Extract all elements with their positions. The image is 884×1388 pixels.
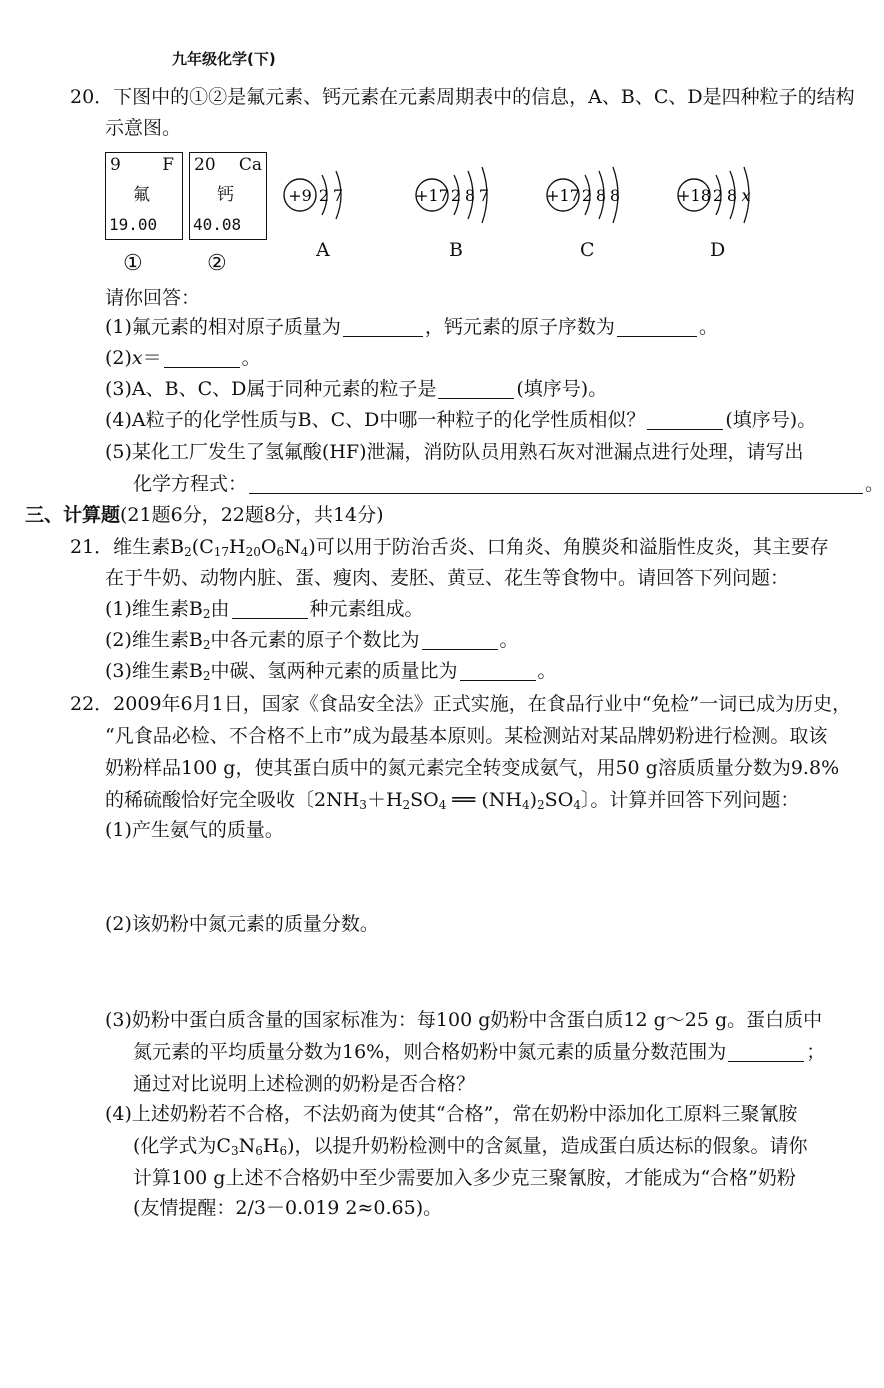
section-score-note: (21题6分，22题8分，共14分) xyxy=(120,504,384,526)
shell-electron-count: 8 xyxy=(595,186,607,205)
section-3-heading xyxy=(25,503,384,527)
q20-part3 xyxy=(105,377,607,401)
atom-structure-diagrams xyxy=(270,155,770,235)
q22-part4-line1: (4)上述奶粉若不合格，不法奶商为使其“合格”，常在奶粉中添加化工原料三聚氰胺 xyxy=(105,1103,798,1125)
q20-part1 xyxy=(105,315,718,339)
element-symbol: F xyxy=(162,155,174,175)
q22-stem-line3: 奶粉样品100 g，使其蛋白质中的氮元素完全转变成氨气，用50 g溶质质量分数为9.8% xyxy=(105,757,840,779)
atomic-mass: 40.08 xyxy=(193,215,242,234)
shell-electron-count: 2 xyxy=(450,186,462,205)
element-name: 钙 xyxy=(217,185,234,205)
box-tag-1: ① xyxy=(123,251,143,276)
q20-p5-text: 化学方程式： xyxy=(133,473,248,495)
atom-label-c: C xyxy=(580,239,595,261)
answer-blank[interactable] xyxy=(438,379,514,399)
element-symbol: Ca xyxy=(238,155,262,175)
shell-electron-count: 2 xyxy=(581,186,593,205)
atomic-mass: 19.00 xyxy=(109,215,158,234)
answer-blank[interactable] xyxy=(164,348,240,368)
element-box-calcium xyxy=(189,152,267,240)
answer-blank[interactable] xyxy=(232,599,308,619)
q22-part4-line3: 计算100 g上述不合格奶中至少需要加入多少克三聚氰胺，才能成为“合格”奶粉 xyxy=(133,1167,796,1189)
page-header: 九年级化学(下) xyxy=(172,50,276,68)
q20-p3-text-b: (填序号)。 xyxy=(516,378,608,400)
q21-stem-line1: 21．维生素$B_2(C_{17}H_{20}O_6N_4)$可以用于防治舌炎、口角炎、角膜炎和溢脂性皮炎，其主要存 xyxy=(70,536,829,559)
q20-p4-text-a: (4)A粒子的化学性质与B、C、D中哪一种粒子的化学性质相似？ xyxy=(105,409,646,431)
q22-part4-line2: (化学式为$C_3N_6H_6$)，以提升奶粉检测中的含氮量，造成蛋白质达标的假象。请你 xyxy=(133,1135,808,1158)
answer-blank[interactable] xyxy=(728,1042,804,1062)
shell-electron-count: 8 xyxy=(726,186,738,205)
q20-p1-text-b: ，钙元素的原子序数为 xyxy=(424,316,615,338)
nucleus-charge: +18 xyxy=(677,186,711,205)
atom-label-a: A xyxy=(316,239,330,261)
q20-p4-text-b: (填序号)。 xyxy=(725,409,817,431)
q20-p2-var: x xyxy=(131,347,143,369)
q20-p2-text-a: (2) xyxy=(105,347,132,369)
nucleus-charge: +9 xyxy=(288,186,312,205)
q20-part5-line1: (5)某化工厂发生了氢氟酸(HF)泄漏，消防队员用熟石灰对泄漏点进行处理，请写出 xyxy=(105,441,804,463)
q22-part2: (2)该奶粉中氮元素的质量分数。 xyxy=(105,913,379,935)
q20-part5-line2 xyxy=(133,472,884,496)
element-box-fluorine xyxy=(105,152,183,240)
atomic-number: 20 xyxy=(194,155,216,175)
q21-part2: (2)维生素$B_2$中各元素的原子个数比为 。 xyxy=(105,629,519,652)
q20-p5-end: 。 xyxy=(865,473,884,495)
q21-stem-line2: 在于牛奶、动物内脏、蛋、瘦肉、麦胚、黄豆、花生等食物中。请回答下列问题： xyxy=(105,567,790,589)
atom-label-b: B xyxy=(449,239,463,261)
q22-part3-line3: 通过对比说明上述检测的奶粉是否合格？ xyxy=(133,1073,476,1095)
q22-part3-line2: 氮元素的平均质量分数为16%，则合格奶粉中氮元素的质量分数范围为 ； xyxy=(133,1041,826,1063)
q20-p2-text-c: 。 xyxy=(241,347,261,369)
q21-part3: (3)维生素$B_2$中碳、氢两种元素的质量比为 。 xyxy=(105,660,557,683)
q20-p2-text-b: ＝ xyxy=(142,347,162,369)
q22-part1: (1)产生氨气的质量。 xyxy=(105,819,284,841)
q22-part4-line4: (友情提醒：2/3－0.019 2≈0.65)。 xyxy=(133,1197,443,1219)
q22-stem-line2: “凡食品必检、不合格不上市”成为最基本原则。某检测站对某品牌奶粉进行检测。取该 xyxy=(105,725,828,747)
shell-electron-count: 2 xyxy=(318,186,330,205)
q20-p3-text-a: (3)A、B、C、D属于同种元素的粒子是 xyxy=(105,378,437,400)
q22-stem-line1: 22．2009年6月1日，国家《食品安全法》正式实施，在食品行业中“免检”一词已成为历史， xyxy=(70,693,852,715)
q20-part4 xyxy=(105,408,816,432)
q20-stem-line1: 20．下图中的①②是氟元素、钙元素在元素周期表中的信息，A、B、C、D是四种粒子的结构 xyxy=(70,86,855,108)
shell-electron-count: 8 xyxy=(464,186,476,205)
q22-part3-line1: (3)奶粉中蛋白质含量的国家标准为：每100 g奶粉中含蛋白质12 g～25 g。蛋白质中 xyxy=(105,1009,823,1031)
equation-answer-blank[interactable] xyxy=(249,474,863,494)
answer-blank[interactable] xyxy=(422,630,498,650)
q20-p1-text-c: 。 xyxy=(698,316,718,338)
shell-electron-count: 2 xyxy=(712,186,724,205)
answer-blank[interactable] xyxy=(617,317,697,337)
shell-electron-count: 7 xyxy=(478,186,490,205)
shell-electron-count: 7 xyxy=(332,186,344,205)
q22-stem-line4: 的稀硫酸恰好完全吸收〔$2NH_3+H_2SO_4$ ══ $(NH_4)_2SO_4$〕。计算并回答下列问题： xyxy=(105,789,800,812)
section-title: 三、计算题 xyxy=(25,504,121,526)
answer-blank[interactable] xyxy=(343,317,423,337)
answer-blank[interactable] xyxy=(647,410,723,430)
box-tag-2: ② xyxy=(207,251,227,276)
nucleus-charge: +17 xyxy=(546,186,580,205)
q20-part2 xyxy=(105,346,261,370)
element-name: 氟 xyxy=(133,185,150,205)
nucleus-charge: +17 xyxy=(415,186,449,205)
q21-part1: (1)维生素$B_2$由 种元素组成。 xyxy=(105,598,424,621)
shell-electron-count: 8 xyxy=(609,186,621,205)
atomic-number: 9 xyxy=(110,155,121,175)
q20-p1-text-a: (1)氟元素的相对原子质量为 xyxy=(105,316,341,338)
answer-blank[interactable] xyxy=(460,661,536,681)
atom-label-d: D xyxy=(710,239,726,261)
shell-electron-count: x xyxy=(741,186,751,205)
q20-stem-line2: 示意图。 xyxy=(105,117,182,139)
q20-prompt: 请你回答： xyxy=(105,287,201,309)
